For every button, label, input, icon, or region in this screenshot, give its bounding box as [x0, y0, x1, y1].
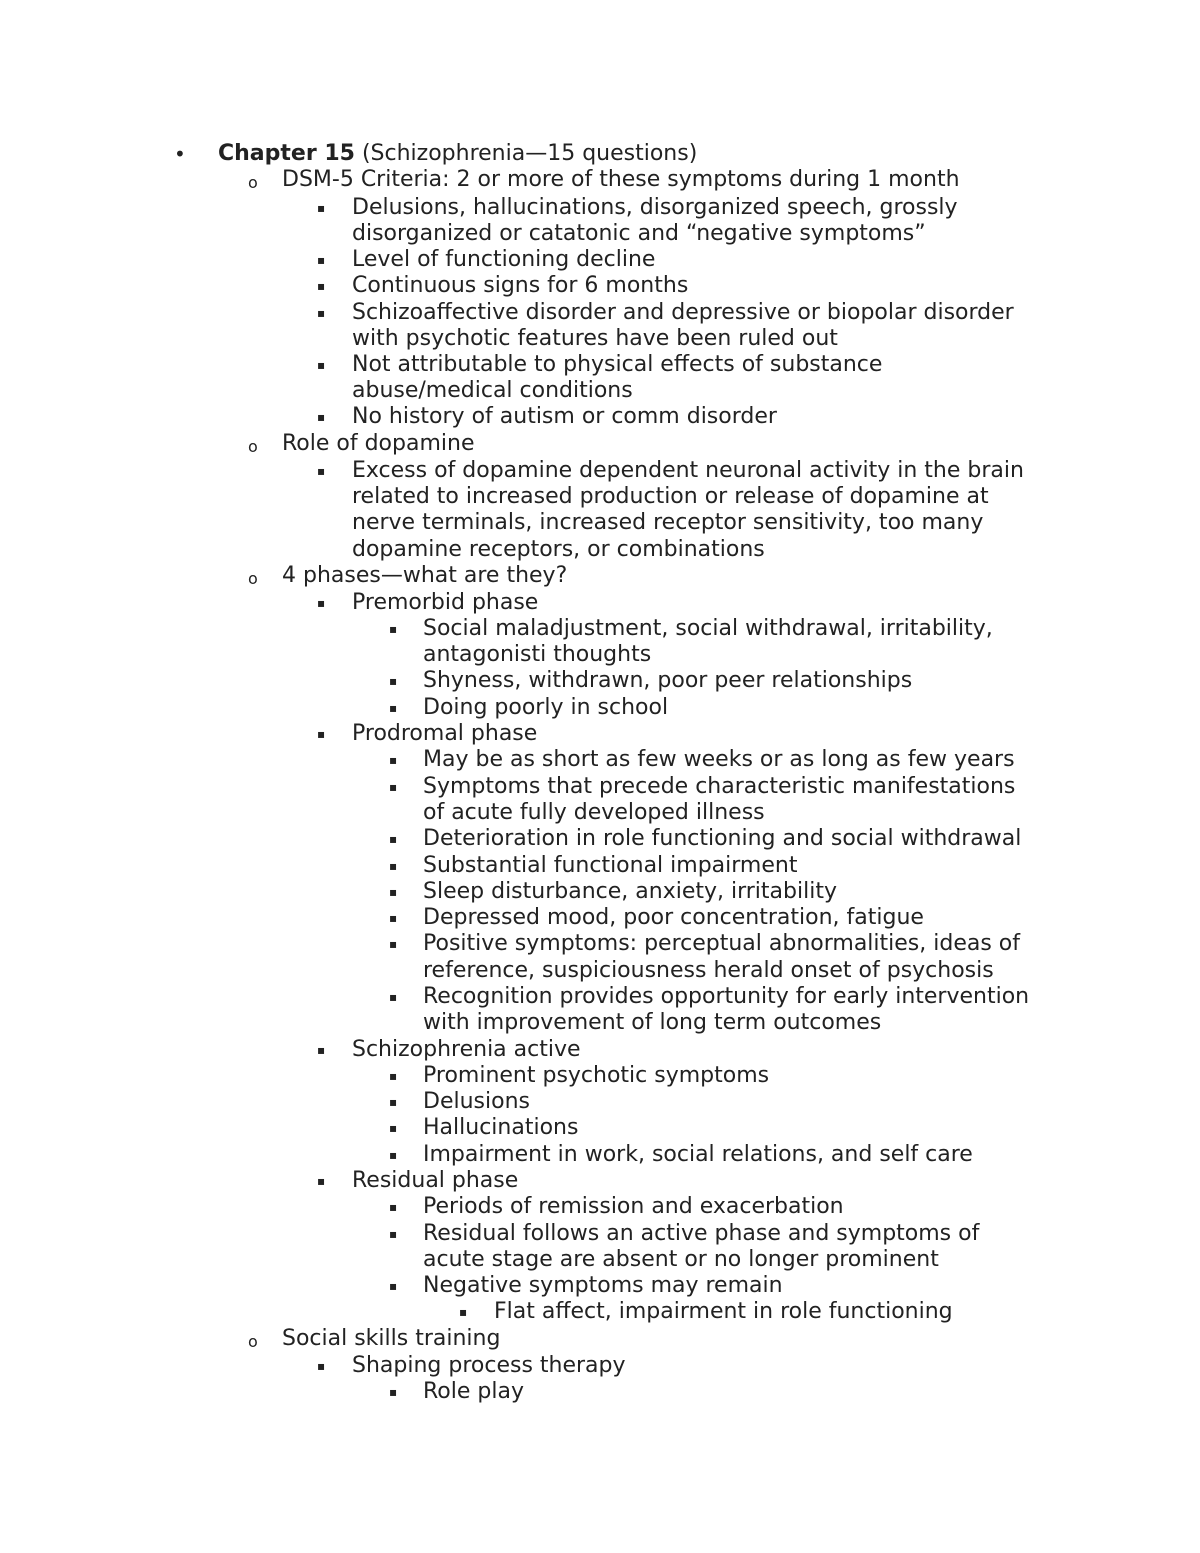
item-bullet: ▪ [389, 1227, 398, 1241]
item-bullet: ▪ [389, 911, 398, 925]
list-item-text: abuse/medical conditions [352, 378, 633, 403]
item-bullet: ▪ [389, 780, 398, 794]
list-item-text: Depressed mood, poor concentration, fatigue [423, 905, 924, 930]
list-item-text: related to increased production or release of dopamine at [352, 484, 989, 509]
list-item-text: acute stage are absent or no longer prominent [423, 1247, 939, 1272]
list-item-text: Flat affect, impairment in role functioning [494, 1299, 953, 1324]
item-bullet: ▪ [389, 622, 398, 636]
list-item-text: Deterioration in role functioning and social withdrawal [423, 826, 1022, 851]
list-item-text: antagonisti thoughts [423, 642, 652, 667]
phase-name: Premorbid phase [352, 590, 539, 615]
item-bullet: ▪ [317, 201, 326, 215]
item-bullet: ▪ [389, 1095, 398, 1109]
section-heading-text: Role of dopamine [282, 431, 475, 456]
item-bullet: ▪ [389, 885, 398, 899]
chapter-heading [218, 141, 697, 167]
section-heading-text: 4 phases—what are they? [282, 563, 568, 588]
chapter-title: Chapter 15 [218, 141, 355, 166]
list-item-text: Residual follows an active phase and symptoms of [423, 1221, 980, 1246]
list-item-text: Level of functioning decline [352, 247, 656, 272]
phase-name: Schizophrenia active [352, 1037, 581, 1062]
chapter-bullet: • [174, 142, 186, 166]
list-item-text: Substantial functional impairment [423, 853, 798, 878]
list-item-text: Role play [423, 1379, 524, 1404]
list-item-text: with psychotic features have been ruled out [352, 326, 838, 351]
item-bullet: ▪ [389, 1279, 398, 1293]
list-item-text: Negative symptoms may remain [423, 1273, 783, 1298]
item-bullet: ▪ [459, 1305, 468, 1319]
item-bullet: ▪ [389, 1200, 398, 1214]
item-bullet: ▪ [317, 358, 326, 372]
item-bullet: ▪ [389, 1385, 398, 1399]
item-bullet: ▪ [389, 832, 398, 846]
list-item-text: Delusions [423, 1089, 530, 1114]
list-item-text: reference, suspiciousness herald onset of psychosis [423, 958, 994, 983]
section-heading-text: Social skills training [282, 1326, 501, 1351]
list-item-text: Shaping process therapy [352, 1353, 626, 1378]
list-item-text: Social maladjustment, social withdrawal, irritability, [423, 616, 993, 641]
item-bullet: ▪ [317, 279, 326, 293]
item-bullet: ▪ [317, 410, 326, 424]
list-item-text: Continuous signs for 6 months [352, 273, 689, 298]
list-item-text: Shyness, withdrawn, poor peer relationships [423, 668, 913, 693]
item-bullet: ▪ [389, 753, 398, 767]
list-item-text: No history of autism or comm disorder [352, 404, 777, 429]
item-bullet: ▪ [317, 253, 326, 267]
item-bullet: ▪ [389, 701, 398, 715]
item-bullet: ▪ [389, 1148, 398, 1162]
phase-name: Residual phase [352, 1168, 519, 1193]
section-heading-text: DSM-5 Criteria: 2 or more of these symptoms during 1 month [282, 167, 960, 192]
item-bullet: ▪ [389, 1069, 398, 1083]
list-item-text: Not attributable to physical effects of substance [352, 352, 883, 377]
item-bullet: ▪ [317, 596, 326, 610]
list-item-text: Hallucinations [423, 1115, 579, 1140]
item-bullet: ▪ [317, 464, 326, 478]
list-item-text: Sleep disturbance, anxiety, irritability [423, 879, 837, 904]
list-item-text: Doing poorly in school [423, 695, 669, 720]
list-item-text: nerve terminals, increased receptor sensitivity, too many [352, 510, 984, 535]
chapter-subtitle: (Schizophrenia—15 questions) [354, 141, 698, 166]
list-item-text: Impairment in work, social relations, and self care [423, 1142, 973, 1167]
list-item-text: Positive symptoms: perceptual abnormalities, ideas of [423, 931, 1020, 956]
list-item-text: of acute fully developed illness [423, 800, 765, 825]
item-bullet: ▪ [389, 1121, 398, 1135]
phase-name: Prodromal phase [352, 721, 538, 746]
list-item-text: Excess of dopamine dependent neuronal activity in the brain [352, 458, 1024, 483]
sub-bullet: o [248, 569, 258, 588]
item-bullet: ▪ [317, 306, 326, 320]
list-item-text: Recognition provides opportunity for early intervention [423, 984, 1030, 1009]
sub-bullet: o [248, 173, 258, 192]
list-item-text: May be as short as few weeks or as long as few years [423, 747, 1015, 772]
item-bullet: ▪ [317, 1043, 326, 1057]
item-bullet: ▪ [317, 1359, 326, 1373]
item-bullet: ▪ [389, 859, 398, 873]
sub-bullet: o [248, 1332, 258, 1351]
item-bullet: ▪ [389, 990, 398, 1004]
item-bullet: ▪ [317, 1174, 326, 1188]
list-item-text: disorganized or catatonic and “negative symptoms” [352, 221, 926, 246]
list-item-text: dopamine receptors, or combinations [352, 537, 765, 562]
sub-bullet: o [248, 437, 258, 456]
list-item-text: Prominent psychotic symptoms [423, 1063, 770, 1088]
list-item-text: with improvement of long term outcomes [423, 1010, 882, 1035]
list-item-text: Periods of remission and exacerbation [423, 1194, 844, 1219]
list-item-text: Symptoms that precede characteristic manifestations [423, 774, 1016, 799]
list-item-text: Delusions, hallucinations, disorganized speech, grossly [352, 195, 958, 220]
list-item-text: Schizoaffective disorder and depressive or biopolar disorder [352, 300, 1014, 325]
item-bullet: ▪ [389, 674, 398, 688]
item-bullet: ▪ [317, 727, 326, 741]
item-bullet: ▪ [389, 937, 398, 951]
